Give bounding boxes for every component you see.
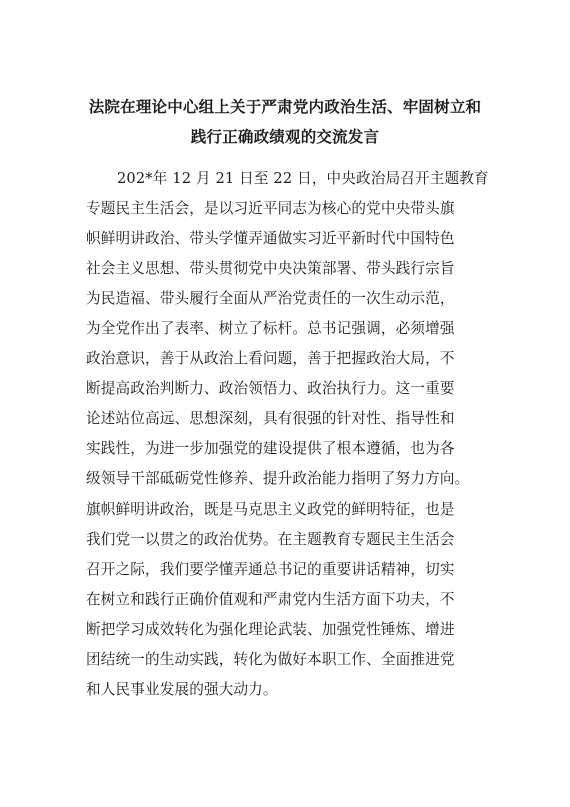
- body-line: 旗帜鲜明讲政治，既是马克思主义政党的鲜明特征，也是: [86, 500, 455, 518]
- document-body: [86, 164, 506, 705]
- body-line: 断提高政治判断力、政治领悟力、政治执行力。这一重要: [86, 380, 455, 398]
- body-line: 社会主义思想、带头贯彻党中央决策部署、带头践行宗旨: [86, 260, 455, 278]
- body-line: 级领导干部砥砺党性修养、提升政治能力指明了努力方向。: [86, 470, 470, 488]
- body-line: 团结统一的生动实践，转化为做好本职工作、全面推进党: [86, 650, 455, 668]
- body-line: 我们党一以贯之的政治优势。在主题教育专题民主生活会: [86, 530, 455, 548]
- body-line: 和人民事业发展的强大动力。: [86, 680, 278, 698]
- body-line: 论述站位高远、思想深刻，具有很强的针对性、指导性和: [86, 410, 455, 428]
- document-title-line-1: 法院在理论中心组上关于严肃党内政治生活、牢固树立和: [88, 97, 482, 116]
- document-title-line-2: 践行正确政绩观的交流发言: [190, 127, 380, 146]
- body-line: 在树立和践行正确价值观和严肃党内生活方面下功夫，不: [86, 590, 455, 608]
- body-line: 实践性，为进一步加强党的建设提供了根本遵循，也为各: [86, 440, 455, 458]
- body-line: 召开之际，我们要学懂弄通总书记的重要讲话精神，切实: [86, 560, 455, 578]
- body-line: 202*年 12 月 21 日至 22 日，中央政治局召开主题教育: [117, 170, 489, 187]
- body-line: 帜鲜明讲政治、带头学懂弄通做实习近平新时代中国特色: [86, 230, 455, 248]
- body-line: 断把学习成效转化为强化理论武装、加强党性锤炼、增进: [86, 620, 455, 638]
- body-line: 为民造福、带头履行全面从严治党责任的一次生动示范，: [86, 290, 455, 308]
- body-line: 专题民主生活会，是以习近平同志为核心的党中央带头旗: [86, 200, 455, 218]
- body-line: 为全党作出了表率、树立了标杆。总书记强调，必须增强: [86, 320, 455, 338]
- body-line: 政治意识，善于从政治上看问题，善于把握政治大局，不: [86, 350, 455, 368]
